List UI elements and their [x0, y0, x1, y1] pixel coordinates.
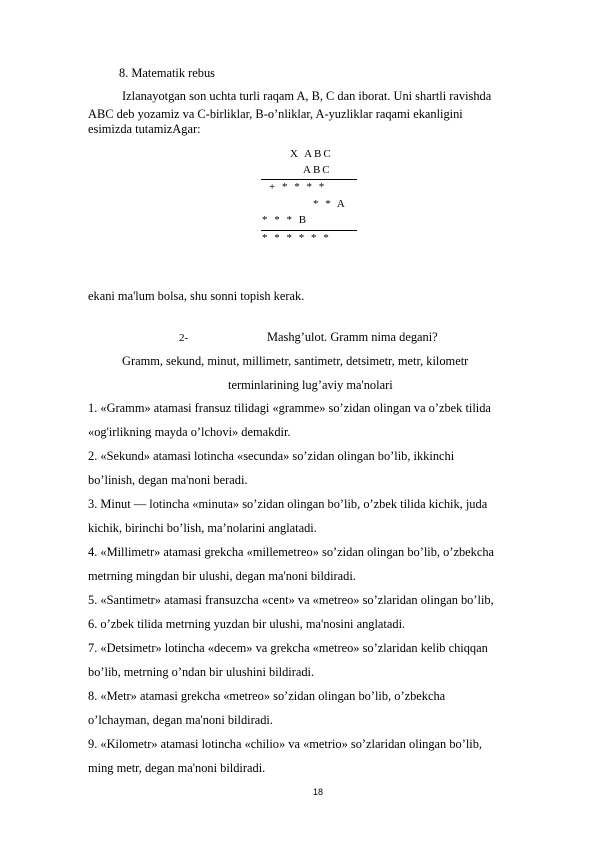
list-item-text: «Gramm» atamasi fransuz tilidagi «gramme» so’zidan olingan va o’zbek tilida [100, 401, 491, 415]
section-number: 2- [179, 332, 189, 344]
list-item [88, 497, 549, 512]
rebus-rule-bottom [261, 230, 357, 231]
rebus-row-multiplier: X ABC [290, 148, 333, 160]
section-subtitle-2: terminlarining lug’aviy ma'nolari [228, 378, 393, 392]
list-item-continuation: metrning mingdan bir ulushi, degan ma'noni bildiradi. [88, 569, 356, 583]
list-item-number: 3. [88, 497, 98, 511]
rebus-intro-line-3: esimizda tutamizAgar: [88, 122, 201, 136]
list-item [88, 401, 491, 416]
section-subtitle-1: Gramm, sekund, minut, millimetr, santimetr, detsimetr, metr, kilometr [122, 354, 469, 368]
list-item-text: o’zbek tilida metrning yuzdan bir ulushi, ma'nosini anglatadi. [100, 617, 406, 631]
list-item-number: 7. [88, 641, 98, 655]
rebus-row-partial-2: * * A [313, 198, 347, 210]
list-item-number: 1. [88, 401, 98, 415]
list-item-continuation: kichik, birinchi bo’lish, ma’nolarini anglatadi. [88, 521, 317, 535]
list-item-continuation: «og'irlikning mayda o’lchovi» demakdir. [88, 425, 291, 439]
list-item [88, 545, 549, 560]
list-item-text: «Sekund» atamasi lotincha «secunda» so’zidan olingan bo’lib, ikkinchi [100, 449, 455, 463]
list-item [88, 641, 549, 656]
list-item-number: 8. [88, 689, 98, 703]
list-item-continuation: o’lchayman, degan ma'noni bildiradi. [88, 713, 273, 727]
list-item [88, 449, 549, 464]
list-item-text: «Santimetr» atamasi fransuzcha «cent» va «metreo» so’zlaridan olingan bo’lib, [100, 593, 494, 607]
list-item-text: Minut — lotincha «minuta» so’zidan olingan bo’lib, o’zbek tilida kichik, juda [100, 497, 488, 511]
rebus-row-partial-3: * * * B [262, 214, 309, 226]
list-item-text: «Metr» atamasi grekcha «metreo» so’zidan olingan bo’lib, o’zbekcha [100, 689, 446, 703]
list-item-number: 4. [88, 545, 98, 559]
list-item-number: 9. [88, 737, 98, 751]
list-item-text: «Kilometr» atamasi lotincha «chilio» va «metrio» so’zlaridan olingan bo’lib, [100, 737, 483, 751]
list-item-number: 2. [88, 449, 98, 463]
rebus-row-abc: ABC [303, 164, 332, 176]
list-item [88, 737, 549, 752]
rebus-intro-line-1: Izlanayotgan son uchta turli raqam A, B, C dan iborat. Uni shartli ravishda [122, 89, 492, 103]
list-item-text: «Millimetr» atamasi grekcha «millemetreo» so’zidan olingan bo’lib, o’zbekcha [100, 545, 495, 559]
rebus-rule-top [261, 179, 357, 180]
rebus-outro: ekani ma'lum bolsa, shu sonni topish kerak. [88, 289, 305, 303]
section-title: Mashg’ulot. Gramm nima degani? [267, 330, 438, 344]
rebus-heading: 8. Matematik rebus [119, 66, 216, 80]
rebus-row-result: * * * * * * [262, 232, 331, 244]
list-item [88, 593, 494, 608]
list-item-continuation: bo’lib, metrning o’ndan bir ulushini bildiradi. [88, 665, 315, 679]
list-item [88, 689, 549, 704]
page-number: 18 [313, 787, 324, 797]
list-item [88, 617, 405, 632]
rebus-row-partial-1: + * * * * [269, 181, 327, 193]
list-item-continuation: bo’linish, degan ma'noni beradi. [88, 473, 248, 487]
list-item-text: «Detsimetr» lotincha «decem» va grekcha «metreo» so’zlaridan kelib chiqqan [100, 641, 488, 655]
list-item-number: 5. [88, 593, 98, 607]
list-item-continuation: ming metr, degan ma'noni bildiradi. [88, 761, 266, 775]
list-item-number: 6. [88, 617, 98, 631]
rebus-intro-line-2: ABC deb yozamiz va C-birliklar, B-o’nliklar, A-yuzliklar raqami ekanligini [88, 107, 463, 121]
